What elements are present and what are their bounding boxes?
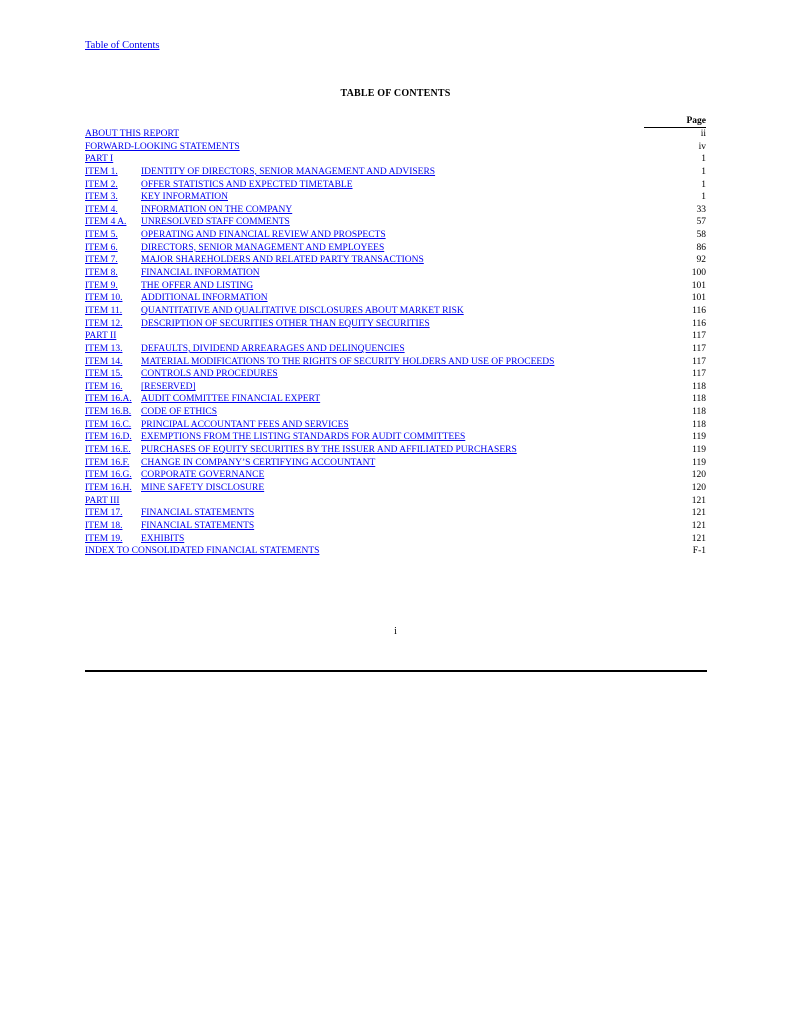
- toc-item-title-link[interactable]: QUANTITATIVE AND QUALITATIVE DISCLOSURES ABOUT MARKET RISK: [141, 305, 464, 316]
- toc-page-number: 92: [696, 255, 706, 266]
- toc-item-title-link[interactable]: PRINCIPAL ACCOUNTANT FEES AND SERVICES: [141, 419, 349, 430]
- toc-page-number: 101: [691, 280, 706, 291]
- toc-item-title-link[interactable]: IDENTITY OF DIRECTORS, SENIOR MANAGEMENT AND ADVISERS: [141, 166, 436, 177]
- toc-page-number: 117: [692, 369, 706, 380]
- toc-item-number-link[interactable]: ITEM 16.C.: [85, 419, 132, 430]
- toc-item-number-link[interactable]: ITEM 12.: [85, 318, 123, 329]
- toc-item-title-link[interactable]: INFORMATION ON THE COMPANY: [141, 204, 293, 215]
- toc-item-number-link[interactable]: ITEM 4 A.: [85, 217, 127, 228]
- toc-section-link[interactable]: FORWARD-LOOKING STATEMENTS: [85, 141, 240, 152]
- page-column-header: Page: [644, 116, 706, 128]
- toc-row: [85, 166, 707, 179]
- toc-section-link[interactable]: INDEX TO CONSOLIDATED FINANCIAL STATEMENTS: [85, 546, 320, 557]
- toc-page-number: 58: [696, 230, 706, 241]
- toc-item-number-link[interactable]: ITEM 16.E.: [85, 445, 131, 456]
- toc-row: [85, 469, 707, 482]
- toc-item-title-link[interactable]: CODE OF ETHICS: [141, 407, 218, 418]
- toc-page-number: 117: [692, 331, 706, 342]
- toc-item-number-link[interactable]: ITEM 17.: [85, 508, 123, 519]
- toc-page-number: 121: [691, 495, 706, 506]
- toc-item-number-link[interactable]: ITEM 14.: [85, 356, 123, 367]
- toc-page-number: 117: [692, 343, 706, 354]
- toc-row: [85, 128, 707, 141]
- toc-page-number: ii: [700, 129, 706, 139]
- toc-item-title-link[interactable]: FINANCIAL INFORMATION: [141, 268, 260, 279]
- toc-item-number-link[interactable]: ITEM 16.B.: [85, 407, 132, 418]
- toc-row: [85, 343, 707, 356]
- toc-item-title-link[interactable]: MATERIAL MODIFICATIONS TO THE RIGHTS OF SECURITY HOLDERS AND USE OF PROCEEDS: [141, 356, 555, 367]
- toc-page-number: 101: [691, 293, 706, 304]
- toc-row: [85, 406, 707, 419]
- toc-page-number: 119: [692, 445, 706, 456]
- toc-item-number-link[interactable]: ITEM 16.D.: [85, 432, 132, 443]
- toc-row: [85, 292, 707, 305]
- toc-row: [85, 179, 707, 192]
- toc-item-title-link[interactable]: [RESERVED]: [141, 381, 196, 392]
- toc-list: [85, 128, 707, 558]
- toc-row: [85, 330, 707, 343]
- toc-page-number: 116: [692, 318, 706, 329]
- toc-item-number-link[interactable]: ITEM 4.: [85, 204, 118, 215]
- toc-page-number: 120: [691, 470, 706, 481]
- toc-item-title-link[interactable]: CHANGE IN COMPANY’S CERTIFYING ACCOUNTANT: [141, 457, 376, 468]
- toc-item-number-link[interactable]: ITEM 2.: [85, 179, 118, 190]
- page-title: TABLE OF CONTENTS: [340, 88, 451, 99]
- toc-row: [85, 393, 707, 406]
- toc-item-number-link[interactable]: ITEM 9.: [85, 280, 118, 291]
- toc-item-title-link[interactable]: MAJOR SHAREHOLDERS AND RELATED PARTY TRANSACTIONS: [141, 255, 424, 266]
- toc-item-title-link[interactable]: KEY INFORMATION: [141, 192, 228, 203]
- toc-section-link[interactable]: ABOUT THIS REPORT: [85, 129, 180, 139]
- toc-page-number: 118: [692, 394, 706, 405]
- toc-item-number-link[interactable]: ITEM 15.: [85, 369, 123, 380]
- toc-item-title-link[interactable]: DESCRIPTION OF SECURITIES OTHER THAN EQUITY SECURITIES: [141, 318, 430, 329]
- toc-item-title-link[interactable]: EXHIBITS: [141, 533, 185, 544]
- toc-item-number-link[interactable]: ITEM 7.: [85, 255, 118, 266]
- toc-row: [85, 520, 707, 533]
- toc-item-number-link[interactable]: ITEM 6.: [85, 242, 118, 253]
- toc-item-title-link[interactable]: OPERATING AND FINANCIAL REVIEW AND PROSPECTS: [141, 230, 386, 241]
- toc-page-number: 86: [696, 242, 706, 253]
- toc-item-number-link[interactable]: ITEM 13.: [85, 343, 123, 354]
- toc-item-title-link[interactable]: FINANCIAL STATEMENTS: [141, 520, 255, 531]
- toc-page-number: 116: [692, 305, 706, 316]
- toc-row: [85, 431, 707, 444]
- toc-item-title-link[interactable]: AUDIT COMMITTEE FINANCIAL EXPERT: [141, 394, 321, 405]
- toc-row: [85, 216, 707, 229]
- toc-row: [85, 153, 707, 166]
- toc-page-number: 1: [701, 166, 706, 177]
- toc-row: [85, 457, 707, 470]
- toc-row: [85, 267, 707, 280]
- toc-row: [85, 242, 707, 255]
- toc-page-number: 121: [691, 533, 706, 544]
- toc-item-title-link[interactable]: EXEMPTIONS FROM THE LISTING STANDARDS FOR AUDIT COMMITTEES: [141, 432, 466, 443]
- toc-item-title-link[interactable]: CORPORATE GOVERNANCE: [141, 470, 265, 481]
- toc-row: [85, 533, 707, 546]
- toc-item-title-link[interactable]: DIRECTORS, SENIOR MANAGEMENT AND EMPLOYEES: [141, 242, 385, 253]
- toc-row: [85, 381, 707, 394]
- toc-row: [85, 356, 707, 369]
- toc-item-title-link[interactable]: FINANCIAL STATEMENTS: [141, 508, 255, 519]
- toc-section-link[interactable]: PART I: [85, 154, 114, 165]
- toc-page-number: 121: [691, 508, 706, 519]
- toc-item-number-link[interactable]: ITEM 11.: [85, 305, 123, 316]
- toc-row: [85, 280, 707, 293]
- toc-page-number: 33: [696, 204, 706, 215]
- toc-row: [85, 305, 707, 318]
- toc-row: [85, 495, 707, 508]
- toc-item-number-link[interactable]: ITEM 16.F.: [85, 457, 130, 468]
- toc-page-number: 118: [692, 419, 706, 430]
- toc-item-title-link[interactable]: THE OFFER AND LISTING: [141, 280, 254, 291]
- toc-row: [85, 318, 707, 331]
- toc-page-number: 1: [701, 192, 706, 203]
- toc-page-number: iv: [698, 141, 706, 152]
- toc-item-number-link[interactable]: ITEM 16.: [85, 381, 123, 392]
- toc-item-title-link[interactable]: PURCHASES OF EQUITY SECURITIES BY THE ISSUER AND AFFILIATED PURCHASERS: [141, 445, 517, 456]
- page-divider: [85, 670, 707, 672]
- toc-item-number-link[interactable]: ITEM 10.: [85, 293, 123, 304]
- toc-row: [85, 204, 707, 217]
- toc-page-number: 57: [696, 217, 706, 228]
- toc-item-number-link[interactable]: ITEM 3.: [85, 192, 118, 203]
- toc-item-title-link[interactable]: DEFAULTS, DIVIDEND ARREARAGES AND DELINQUENCIES: [141, 343, 405, 354]
- toc-page-number: 1: [701, 179, 706, 190]
- toc-row: [85, 444, 707, 457]
- page-number: i: [394, 626, 397, 637]
- toc-row: [85, 368, 707, 381]
- toc-item-number-link[interactable]: ITEM 5.: [85, 230, 118, 241]
- toc-row: [85, 419, 707, 432]
- toc-page-number: 119: [692, 432, 706, 443]
- toc-item-title-link[interactable]: ADDITIONAL INFORMATION: [141, 293, 268, 304]
- toc-row: [85, 482, 707, 495]
- toc-page-number: 118: [692, 381, 706, 392]
- toc-page-number: 121: [691, 520, 706, 531]
- toc-item-title-link[interactable]: OFFER STATISTICS AND EXPECTED TIMETABLE: [141, 179, 353, 190]
- toc-row: [85, 141, 707, 154]
- toc-row: [85, 545, 707, 558]
- toc-section-link[interactable]: PART II: [85, 331, 117, 342]
- toc-section-link[interactable]: PART III: [85, 495, 120, 506]
- toc-item-number-link[interactable]: ITEM 16.A.: [85, 394, 132, 405]
- toc-page-number: F-1: [692, 546, 706, 557]
- toc-row: [85, 507, 707, 520]
- toc-item-title-link[interactable]: UNRESOLVED STAFF COMMENTS: [141, 217, 290, 228]
- toc-item-number-link[interactable]: ITEM 16.H.: [85, 482, 132, 493]
- toc-row: [85, 191, 707, 204]
- toc-row: [85, 254, 707, 267]
- toc-item-number-link[interactable]: ITEM 16.G.: [85, 470, 132, 481]
- toc-page-number: 118: [692, 407, 706, 418]
- toc-page-number: 120: [691, 482, 706, 493]
- toc-page-number: 117: [692, 356, 706, 367]
- toc-item-title-link[interactable]: MINE SAFETY DISCLOSURE: [141, 482, 265, 493]
- toc-page-number: 1: [701, 154, 706, 165]
- table-of-contents-link[interactable]: Table of Contents: [85, 40, 160, 51]
- toc-page-number: 119: [692, 457, 706, 468]
- toc-page-number: 100: [691, 268, 706, 279]
- toc-item-number-link[interactable]: ITEM 18.: [85, 520, 123, 531]
- toc-item-number-link[interactable]: ITEM 8.: [85, 268, 118, 279]
- toc-row: [85, 229, 707, 242]
- toc-item-number-link[interactable]: ITEM 1.: [85, 166, 118, 177]
- toc-item-number-link[interactable]: ITEM 19.: [85, 533, 123, 544]
- toc-item-title-link[interactable]: CONTROLS AND PROCEDURES: [141, 369, 278, 380]
